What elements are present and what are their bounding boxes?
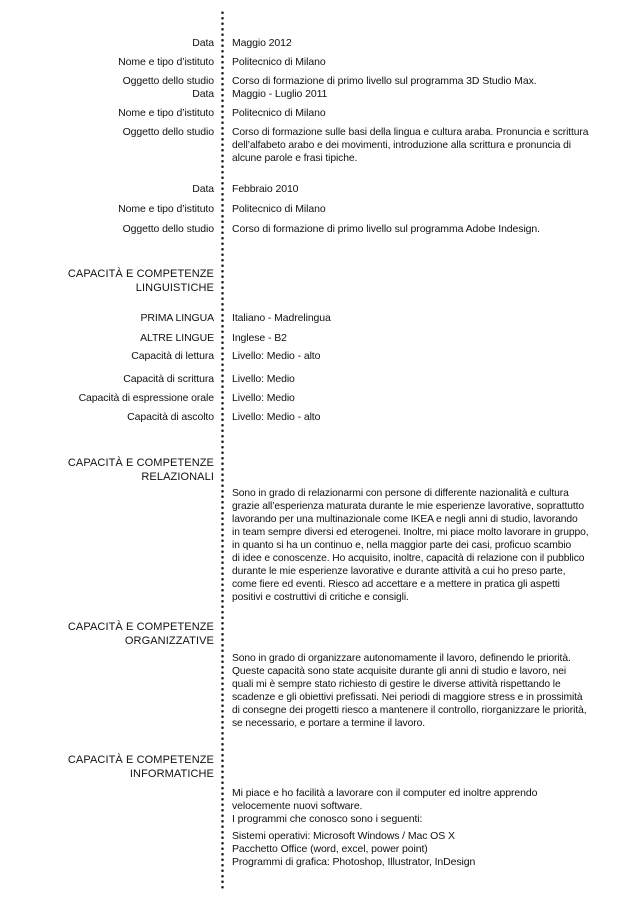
listening-value: Livello: Medio - alto xyxy=(232,411,321,423)
paragraph-line: di idee e conoscenze. Ho acquisito, inoltre, capacità di relazione con il pubblico xyxy=(232,553,585,564)
heading-line: CAPACITÀ E COMPETENZE xyxy=(67,268,214,280)
heading-line: CAPACITÀ E COMPETENZE xyxy=(67,621,214,633)
institution-value-3: Politecnico di Milano xyxy=(232,203,326,215)
institution-label-3: Nome e tipo d’istituto xyxy=(118,203,214,215)
paragraph-line: scadenze e gli obiettivi prefissati. Nei periodi di maggiore stress e in prossimità xyxy=(232,692,583,703)
other-languages-label: ALTRE LINGUE xyxy=(140,332,214,344)
paragraph-line: in quanto si ha un continuo e, nella maggior parte dei casi, proficuo scambio xyxy=(232,540,572,551)
relational-paragraph xyxy=(232,487,600,604)
reading-value: Livello: Medio - alto xyxy=(232,350,321,362)
section-heading-it xyxy=(68,753,214,781)
dotted-divider xyxy=(221,10,224,890)
organizational-paragraph xyxy=(232,652,600,730)
writing-value: Livello: Medio xyxy=(232,373,295,385)
paragraph-line: Sono in grado di relazionarmi con persone di differente nazionalità e cultura xyxy=(232,488,569,499)
paragraph-line: Sono in grado di organizzare autonomamente il lavoro, definendo le priorità. xyxy=(232,653,571,664)
it-intro xyxy=(232,787,537,826)
reading-label: Capacità di lettura xyxy=(131,350,214,362)
heading-line: CAPACITÀ E COMPETENZE xyxy=(67,754,214,766)
speaking-label: Capacità di espressione orale xyxy=(78,392,214,404)
institution-label-1: Nome e tipo d’istituto xyxy=(118,56,214,68)
heading-line: CAPACITÀ E COMPETENZE xyxy=(67,457,214,469)
subject-line: alcune parole e frasi tipiche. xyxy=(232,153,358,164)
speaking-value: Livello: Medio xyxy=(232,392,295,404)
subject-value-3: Corso di formazione di primo livello sul programma Adobe Indesign. xyxy=(232,223,540,235)
heading-line: INFORMATICHE xyxy=(129,768,214,780)
other-languages-value: Inglese - B2 xyxy=(232,332,287,344)
paragraph-line: positivi e costruttivi di critiche e consigli. xyxy=(232,592,409,603)
subject-label-2: Oggetto dello studio xyxy=(122,126,214,138)
institution-label-2: Nome e tipo d’istituto xyxy=(118,107,214,119)
heading-line: RELAZIONALI xyxy=(141,471,214,483)
institution-value-2: Politecnico di Milano xyxy=(232,107,326,119)
writing-label: Capacità di scrittura xyxy=(123,373,214,385)
paragraph-line: velocemente nuovi software. xyxy=(232,800,363,812)
paragraph-line: se necessario, e portare a termine il lavoro. xyxy=(232,718,425,729)
list-item: Sistemi operativi: Microsoft Windows / Mac OS X xyxy=(232,830,455,842)
listening-label: Capacità di ascolto xyxy=(127,411,214,423)
heading-line: ORGANIZZATIVE xyxy=(124,635,214,647)
paragraph-line: Queste capacità sono state acquisite durante gli anni di studio e lavoro, nei xyxy=(232,666,567,677)
subject-line: dell’alfabeto arabo e dei movimenti, introduzione alla scrittura e pronuncia di xyxy=(232,140,571,151)
subject-value-2 xyxy=(232,126,600,165)
date-value-1: Maggio 2012 xyxy=(232,37,292,49)
date-label-1: Data xyxy=(192,37,214,49)
paragraph-line: di consegne dei progetti riesco a mantenere il controllo, riorganizzare le priorità, xyxy=(232,705,587,716)
subject-line: Corso di formazione sulle basi della lingua e cultura araba. Pronuncia e scrittura xyxy=(232,127,589,138)
paragraph-line: durante le mie esperienze lavorative e durante attività a cui ho preso parte, xyxy=(232,566,566,577)
institution-value-1: Politecnico di Milano xyxy=(232,56,326,68)
paragraph-line: grazie all’esperienza maturata durante le mie esperienze lavorative, soprattutto xyxy=(232,501,585,512)
paragraph-line: come fiere ed eventi. Riesco ad accettare e a mettere in pratica gli aspetti xyxy=(232,579,560,590)
section-heading-organizational xyxy=(68,620,214,648)
date-value-3: Febbraio 2010 xyxy=(232,183,299,195)
date-value-2: Maggio - Luglio 2011 xyxy=(232,88,328,100)
subject-label-3: Oggetto dello studio xyxy=(122,223,214,235)
heading-line: LINGUISTICHE xyxy=(135,282,214,294)
paragraph-line: Mi piace e ho facilità a lavorare con il computer ed inoltre apprendo xyxy=(232,787,538,799)
subject-label-1: Oggetto dello studio xyxy=(122,75,214,87)
paragraph-line: quali mi è sempre stato richiesto di gestire le diverse attività rispettando le xyxy=(232,679,561,690)
paragraph-line: lavorando per una multinazionale come IKEA e negli anni di studio, lavorando xyxy=(232,514,578,525)
section-heading-languages xyxy=(68,267,214,295)
first-language-value: Italiano - Madrelingua xyxy=(232,312,331,324)
section-heading-relational xyxy=(68,456,214,484)
date-label-3: Data xyxy=(192,183,214,195)
paragraph-line: I programmi che conosco sono i seguenti: xyxy=(232,813,423,825)
date-label-2: Data xyxy=(192,88,214,100)
software-list xyxy=(232,830,475,869)
subject-value-1: Corso di formazione di primo livello sul programma 3D Studio Max. xyxy=(232,75,537,87)
paragraph-line: in team sempre diversi ed eterogenei. Inoltre, mi piace molto lavorare in gruppo, xyxy=(232,527,589,538)
list-item: Programmi di grafica: Photoshop, Illustrator, InDesign xyxy=(232,856,476,868)
first-language-label: PRIMA LINGUA xyxy=(140,312,214,324)
list-item: Pacchetto Office (word, excel, power point) xyxy=(232,843,428,855)
